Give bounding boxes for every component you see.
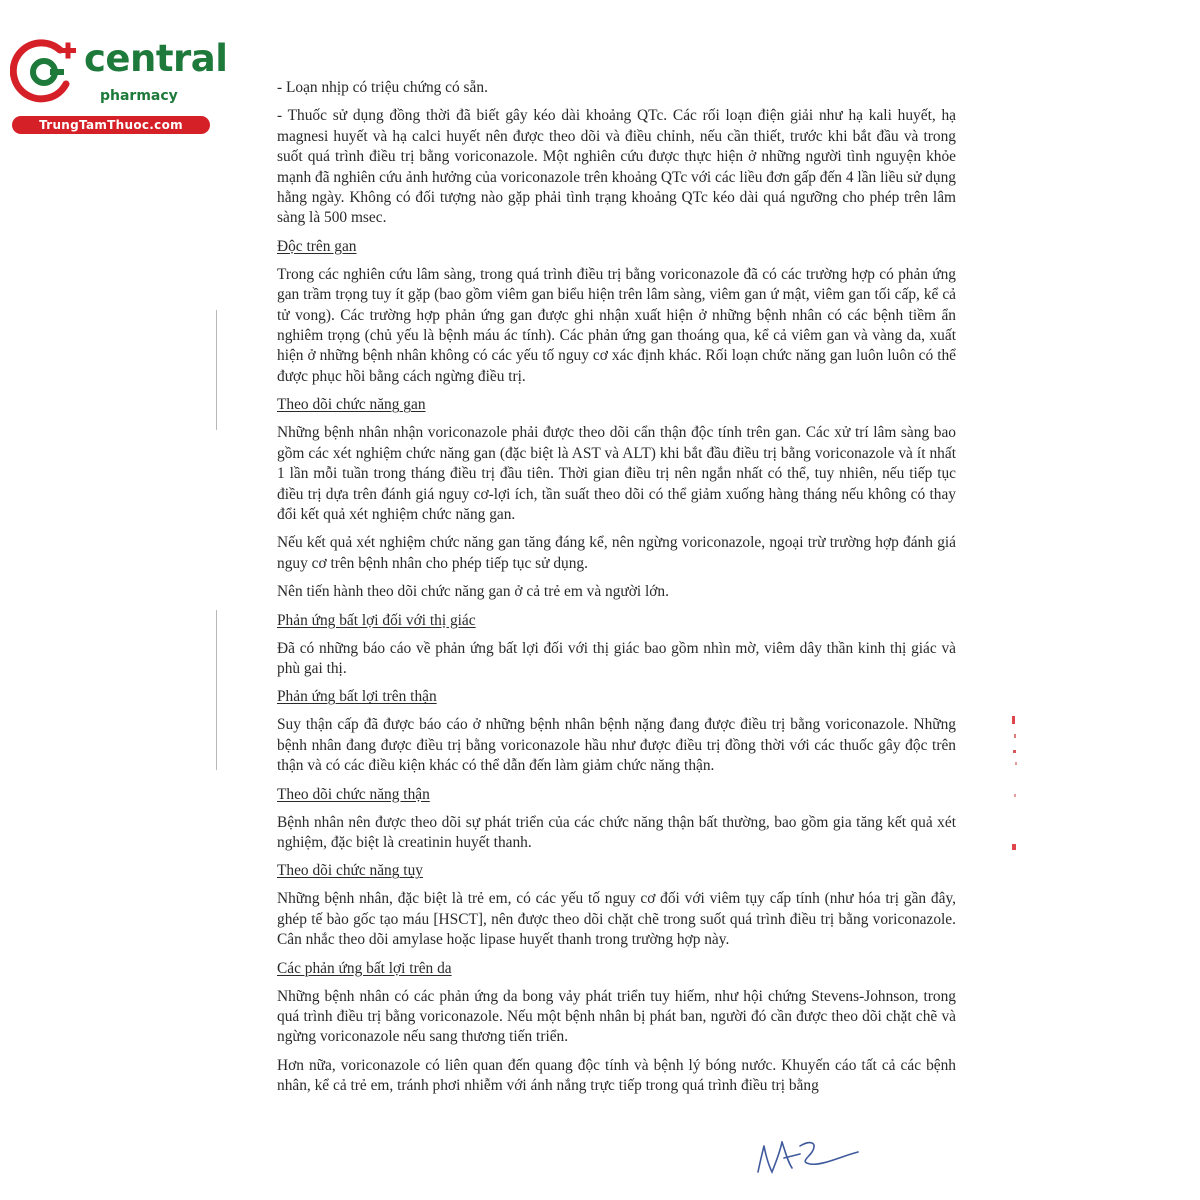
document-page xyxy=(277,78,956,1105)
section-heading: Theo dõi chức năng thận xyxy=(277,785,430,803)
pharmacy-logo xyxy=(10,37,228,138)
section-heading: Theo dõi chức năng tụy xyxy=(277,862,423,880)
paragraph: Nên tiến hành theo dõi chức năng gan ở cả trẻ em và người lớn. xyxy=(277,583,669,601)
section-heading: Phản ứng bất lợi đối với thị giác xyxy=(277,611,476,629)
paragraph: Nếu kết quả xét nghiệm chức năng gan tăng đáng kể, nên ngừng voriconazole, ngoại trừ trường hợp đánh giá nguy cơ trên bệnh nhân cho phép tiếp tục sử dụng. xyxy=(277,534,956,572)
paragraph: Đã có những báo cáo về phản ứng bất lợi đối với thị giác bao gồm nhìn mờ, viêm dây thần kinh thị giác và phù gai thị. xyxy=(277,639,956,677)
scan-margin-line xyxy=(216,310,217,430)
logo-website-badge: TrungTamThuoc.com xyxy=(12,116,210,134)
paragraph: Suy thận cấp đã được báo cáo ở những bệnh nhân bệnh nặng đang được điều trị bằng voriconazole. Những bệnh nhân đang được điều trị bằng voriconazole hầu như được điều trị đồng thời với các thuốc gây độc trên thận và có các điều kiện khác có thể dẫn đến làm giảm chức năng thận. xyxy=(277,716,956,775)
paragraph: Những bệnh nhân, đặc biệt là trẻ em, có các yếu tố nguy cơ đối với viêm tụy cấp tính (như hóa trị gần đây, ghép tế bào gốc tạo máu [HSCT], nên được theo dõi chặt chẽ trong suốt quá trình điều trị bằng voriconazole. Cân nhắc theo dõi amylase hoặc lipase huyết thanh trong trường hợp này. xyxy=(277,890,956,949)
logo-sub-text: pharmacy xyxy=(100,88,178,104)
section-heading: Phản ứng bất lợi trên thận xyxy=(277,688,437,706)
paragraph: Những bệnh nhân có các phản ứng da bong vảy phát triển tuy hiếm, như hội chứng Stevens-Johnson, trong quá trình điều trị bằng voriconazole. Nếu một bệnh nhân bị phát ban, người đó cần được theo dõi chặt chẽ và ngừng voriconazole nếu sang thương tiến triển. xyxy=(277,987,956,1046)
central-logo-icon xyxy=(10,38,80,106)
section-heading: Các phản ứng bất lợi trên da xyxy=(277,959,452,977)
paragraph: Trong các nghiên cứu lâm sàng, trong quá trình điều trị bằng voriconazole đã có các trường hợp có phản ứng gan trầm trọng tuy ít gặp (bao gồm viêm gan biểu hiện trên lâm sàng, viêm gan ứ mật, viêm gan tối cấp, kể cả tử vong). Các trường hợp phản ứng gan được ghi nhận xuất hiện ở những bệnh nhân có các bệnh tiềm ẩn nghiêm trọng (chủ yếu là bệnh máu ác tính). Các phản ứng gan thoáng qua, kể cả viêm gan và vàng da, xuất hiện ở những bệnh nhân không có các yếu tố nguy cơ xác định khác. Rối loạn chức năng gan luôn luôn có thể được phục hồi bằng cách ngừng điều trị. xyxy=(277,265,956,385)
paragraph: Hơn nữa, voriconazole có liên quan đến quang độc tính và bệnh lý bóng nước. Khuyến cáo tất cả các bệnh nhân, kể cả trẻ em, tránh phơi nhiễm với ánh nắng trực tiếp trong quá trình điều trị bằng xyxy=(277,1056,956,1095)
logo-brand-text: central xyxy=(84,37,228,80)
stamp-mark-icon xyxy=(1008,712,1020,862)
paragraph: - Thuốc sử dụng đồng thời đã biết gây kéo dài khoảng QTc. Các rối loạn điện giải như hạ kali huyết, hạ magnesi huyết và hạ calci huyết nên được theo dõi và điều chỉnh, nếu cần thiết, trước khi bắt đầu và trong suốt quá trình điều trị bằng voriconazole. Một nghiên cứu được thực hiện ở những người tình nguyện khỏe mạnh đã nghiên cứu ảnh hưởng của voriconazole trên khoảng QTc với các liều đơn gấp đến 4 lần liều sử dụng hằng ngày. Không có đối tượng nào gặp phải tình trạng khoảng QTc kéo dài quá ngưỡng cho phép trên lâm sàng là 500 msec. xyxy=(277,107,956,227)
section-heading: Theo dõi chức năng gan xyxy=(277,396,426,414)
paragraph: Những bệnh nhân nhận voriconazole phải được theo dõi cẩn thận độc tính trên gan. Các xử trí lâm sàng bao gồm các xét nghiệm chức năng gan (đặc biệt là AST và ALT) khi bắt đầu điều trị bằng voriconazole và ít nhất 1 lần mỗi tuần trong tháng điều trị đầu tiên. Thời gian điều trị nên ngắn nhất có thể, tuy nhiên, nếu tiếp tục điều trị dựa trên đánh giá nguy cơ-lợi ích, tần suất theo dõi có thể giảm xuống hàng tháng nếu không có thay đổi kết quả xét nghiệm chức năng gan. xyxy=(277,424,956,523)
scan-margin-line xyxy=(216,610,217,770)
section-heading: Độc trên gan xyxy=(277,237,357,255)
paragraph: Bệnh nhân nên được theo dõi sự phát triển của các chức năng thận bất thường, bao gồm gia tăng kết quả xét nghiệm, đặc biệt là creatinin huyết thanh. xyxy=(277,813,956,851)
paragraph: - Loạn nhịp có triệu chứng có sẵn. xyxy=(277,79,488,96)
signature-icon xyxy=(752,1132,862,1180)
